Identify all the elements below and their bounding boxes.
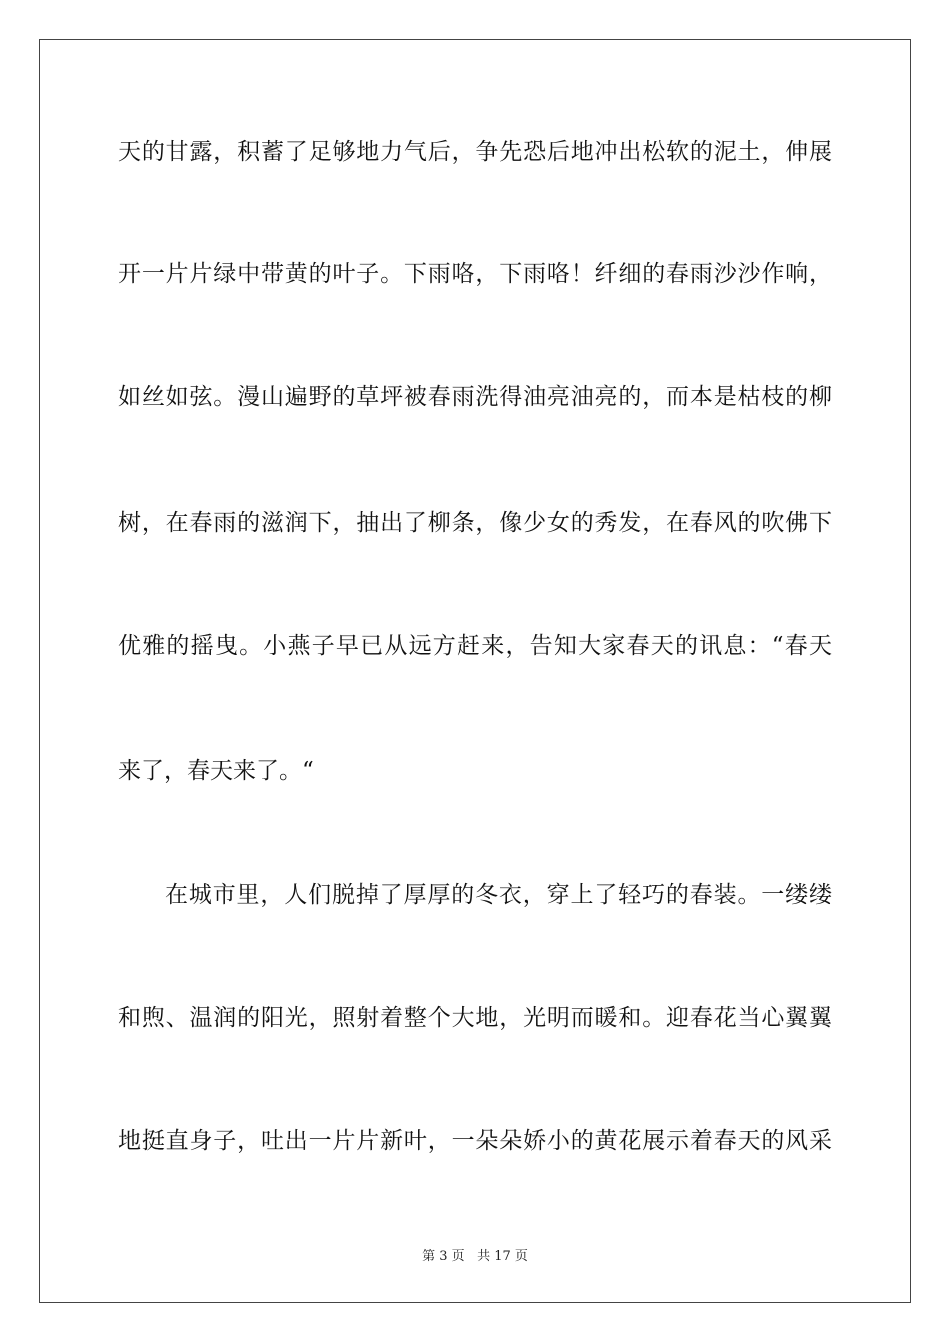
text-line-2: 开一片片绿中带黄的叶子。下雨咯，下雨咯！纤细的春雨沙沙作响， — [118, 261, 832, 287]
text-line-4: 树，在春雨的滋润下，抽出了柳条，像少女的秀发，在春风的吹佛下 — [118, 510, 832, 536]
text-line-1: 天的甘露，积蓄了足够地力气后，争先恐后地冲出松软的泥土，伸展 — [118, 139, 832, 165]
text-line-9: 地挺直身子，吐出一片片新叶，一朵朵娇小的黄花展示着春天的风采 — [118, 1128, 832, 1154]
paragraph-start-line: 在城市里，人们脱掉了厚厚的冬衣，穿上了轻巧的春装。一缕缕 — [165, 882, 832, 908]
text-line-3: 如丝如弦。漫山遍野的草坪被春雨洗得油亮油亮的，而本是枯枝的柳 — [118, 384, 832, 410]
page-footer — [0, 1249, 950, 1265]
text-line-6: 来了，春天来了。“ — [118, 758, 314, 784]
text-line-5: 优雅的摇曳。小燕子早已从远方赶来，告知大家春天的讯息：“春天 — [118, 633, 832, 659]
page-total: 共 17 页 — [477, 1249, 528, 1264]
page-number: 第 3 页 — [422, 1249, 465, 1264]
text-line-8: 和煦、温润的阳光，照射着整个大地，光明而暖和。迎春花当心翼翼 — [118, 1005, 832, 1031]
page-border — [39, 39, 911, 1303]
